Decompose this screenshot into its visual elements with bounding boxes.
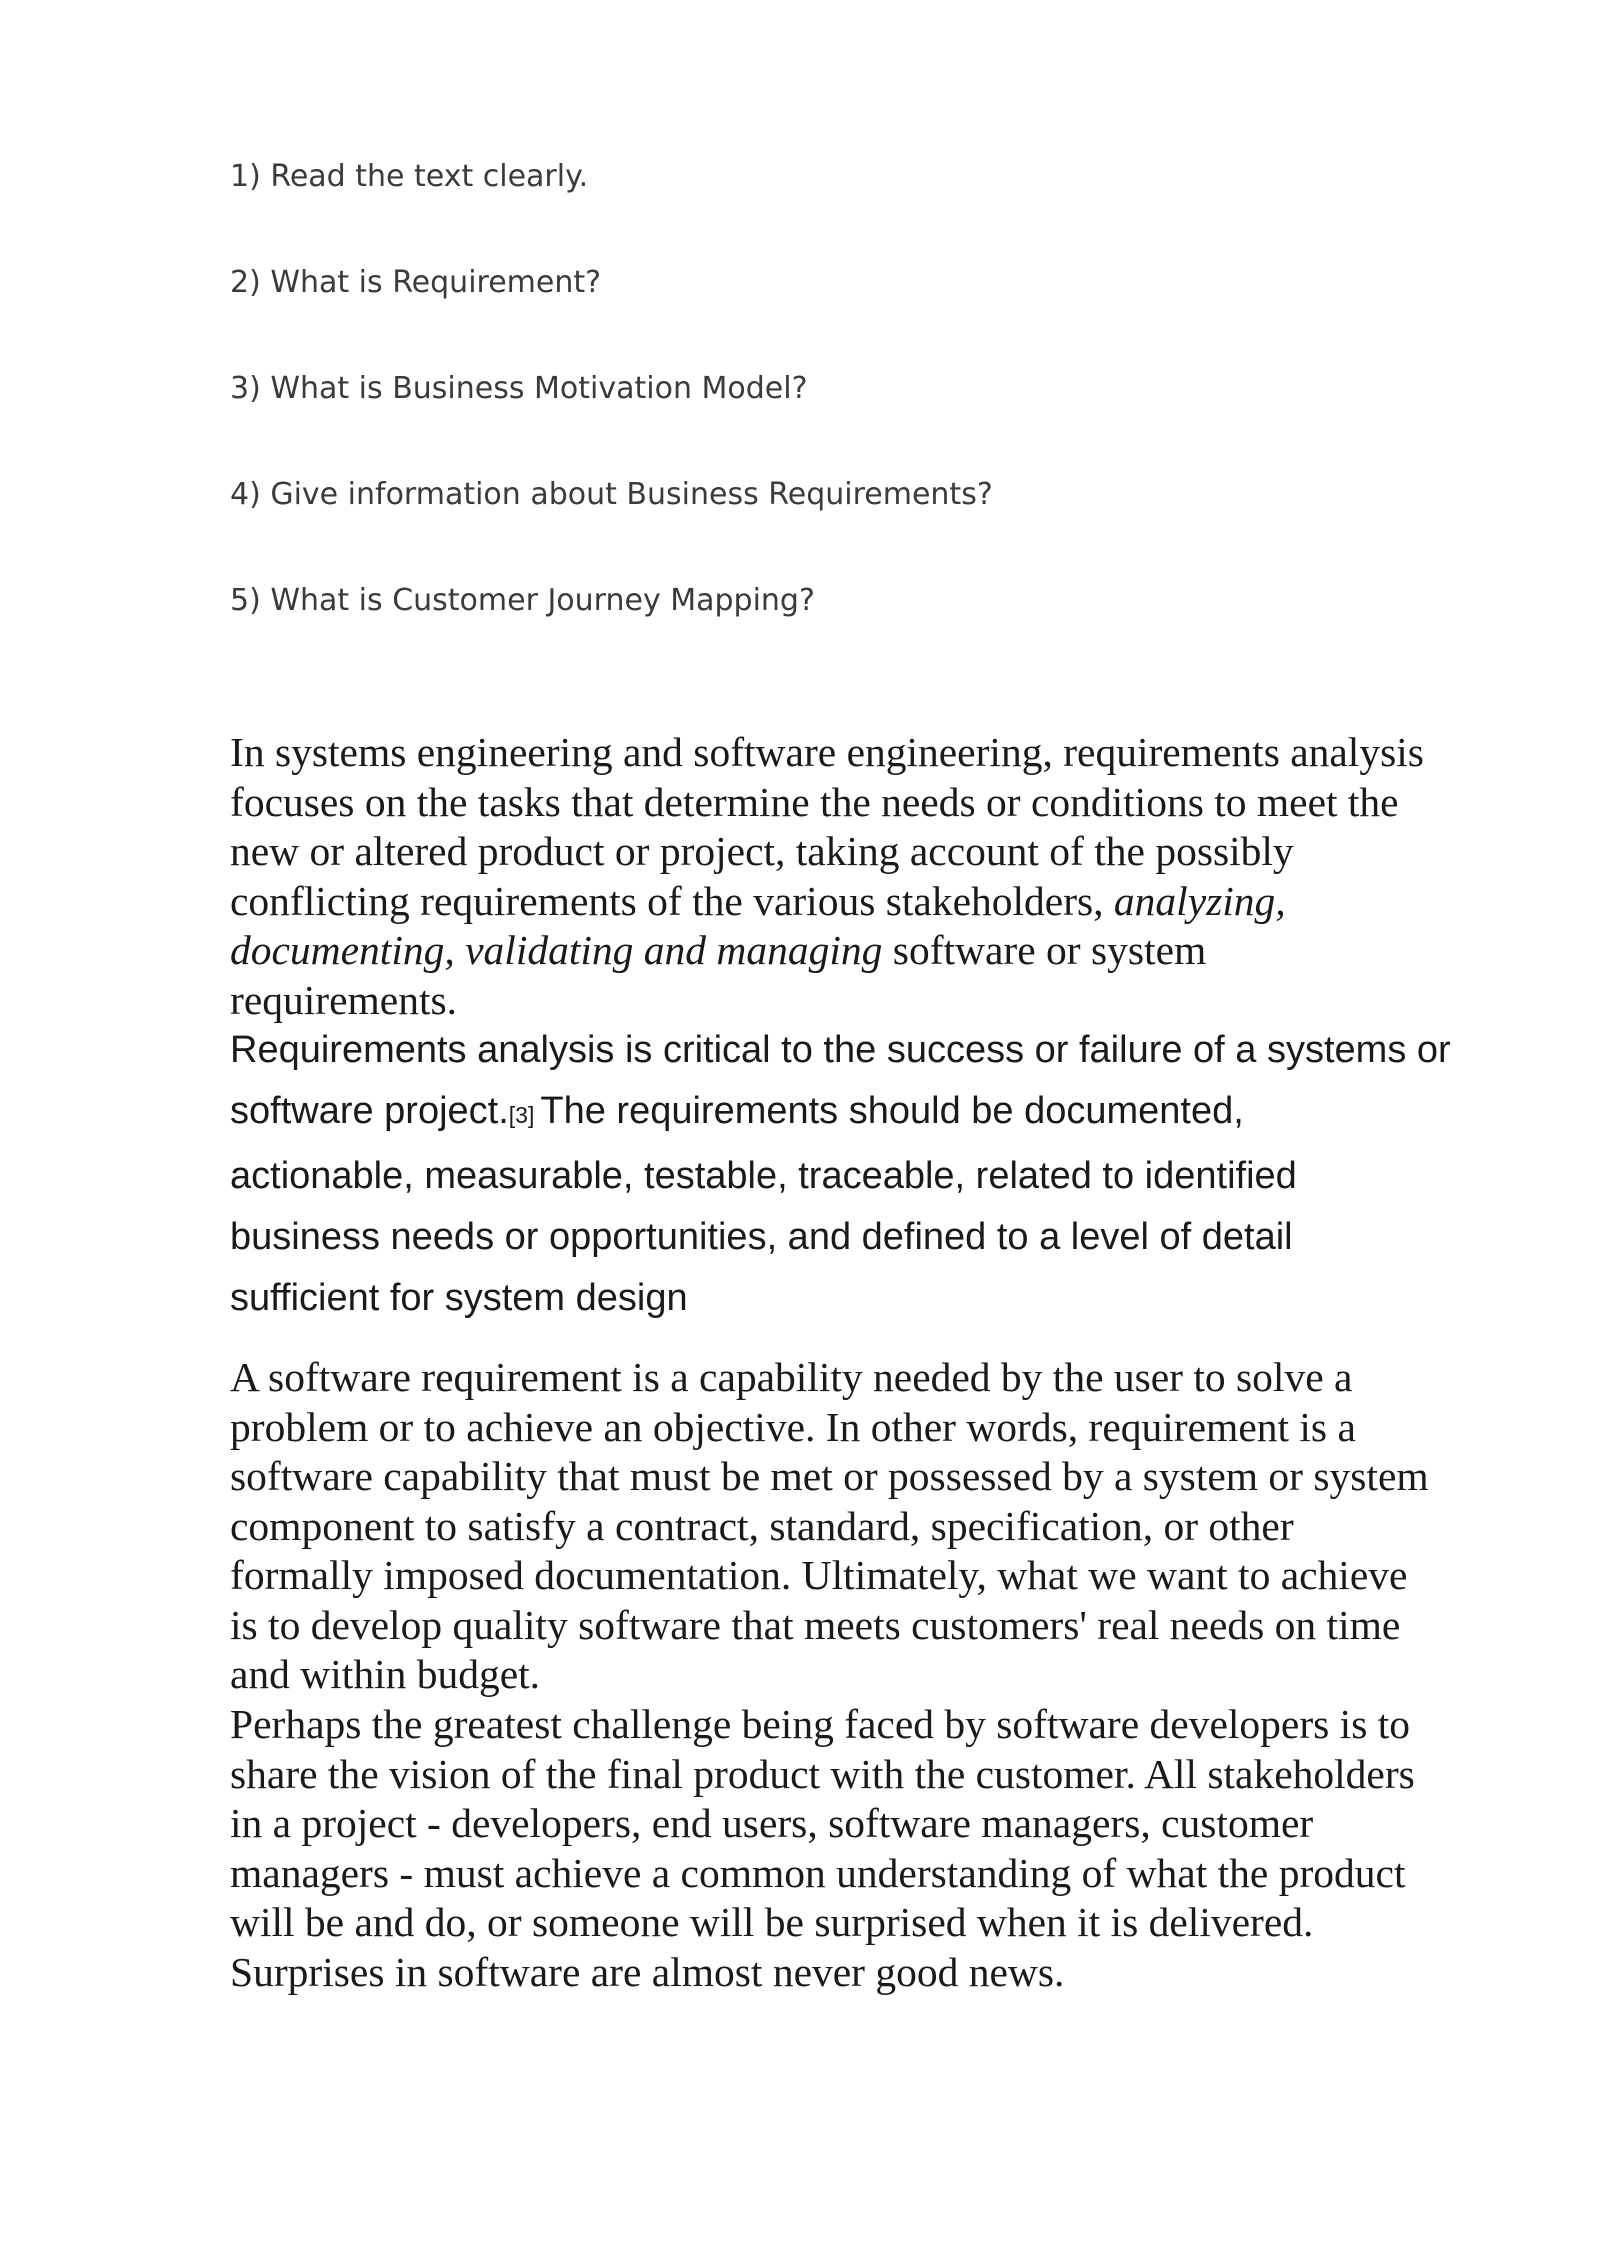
paragraph-line: A software requirement is a capability needed by the user to solve a [230,1354,1353,1400]
paragraph-line: Perhaps the greatest challenge being faced by software developers is to [230,1701,1410,1747]
paragraph-line: In systems engineering and software engineering, requirements analysis [230,729,1424,775]
paragraph-line [230,1081,1500,1146]
question-list [230,152,1430,682]
question-item: 1) Read the text clearly. [230,159,589,194]
stakeholder-challenge-paragraph [230,1700,1500,1997]
citation-reference[interactable]: [3] [508,1102,535,1128]
question-item: 4) Give information about Business Requirements? [230,477,993,512]
paragraph-line: actionable, measurable, testable, traceable, related to identified [230,1155,1297,1197]
paragraph-line [230,877,1500,927]
italic-text: analyzing, [1113,877,1286,924]
italic-text: documenting, validating and managing [230,927,883,973]
question-item: 5) What is Customer Journey Mapping? [230,583,815,618]
question-item: 2) What is Requirement? [230,265,602,300]
critical-analysis-paragraph [230,1020,1500,1329]
line-text: software or system [882,927,1207,973]
paragraph-line: is to develop quality software that meets customers' real needs on time [230,1601,1401,1648]
paragraph-line: managers - must achieve a common understanding of what the product [230,1849,1406,1896]
line-text: The requirements should be documented, [540,1090,1244,1132]
paragraph-line: business needs or opportunities, and defined to a level of detail [230,1216,1293,1258]
paragraph-line: Surprises in software are almost never good news. [230,1948,1065,1995]
paragraph-line: requirements. [230,976,458,1023]
software-requirement-paragraph [230,1353,1500,1700]
paragraph-line: formally imposed documentation. Ultimately, what we want to achieve [230,1552,1408,1598]
paragraph-line: problem or to achieve an objective. In other words, requirement is a [230,1403,1356,1450]
paragraph-line: in a project - developers, end users, software managers, customer [230,1800,1314,1846]
question-item: 3) What is Business Motivation Model? [230,371,808,406]
paragraph-line: will be and do, or someone will be surprised when it is delivered. [230,1899,1314,1945]
line-text: software project. [230,1090,509,1132]
line-text: conflicting requirements of the various stakeholders, [230,877,1114,924]
paragraph-line [230,926,1500,976]
paragraph-line: share the vision of the final product with the customer. All stakeholders [230,1750,1415,1797]
paragraph-line: Requirements analysis is critical to the success or failure of a systems or [230,1029,1451,1071]
requirements-analysis-paragraph [230,728,1500,1025]
paragraph-line: software capability that must be met or possessed by a system or system [230,1453,1429,1499]
paragraph-line: component to satisfy a contract, standard, specification, or other [230,1502,1294,1549]
paragraph-line: focuses on the tasks that determine the needs or conditions to meet the [230,778,1399,825]
paragraph-line: sufficient for system design [230,1277,688,1319]
paragraph-line: new or altered product or project, taking account of the possibly [230,828,1294,874]
paragraph-line: and within budget. [230,1651,541,1697]
